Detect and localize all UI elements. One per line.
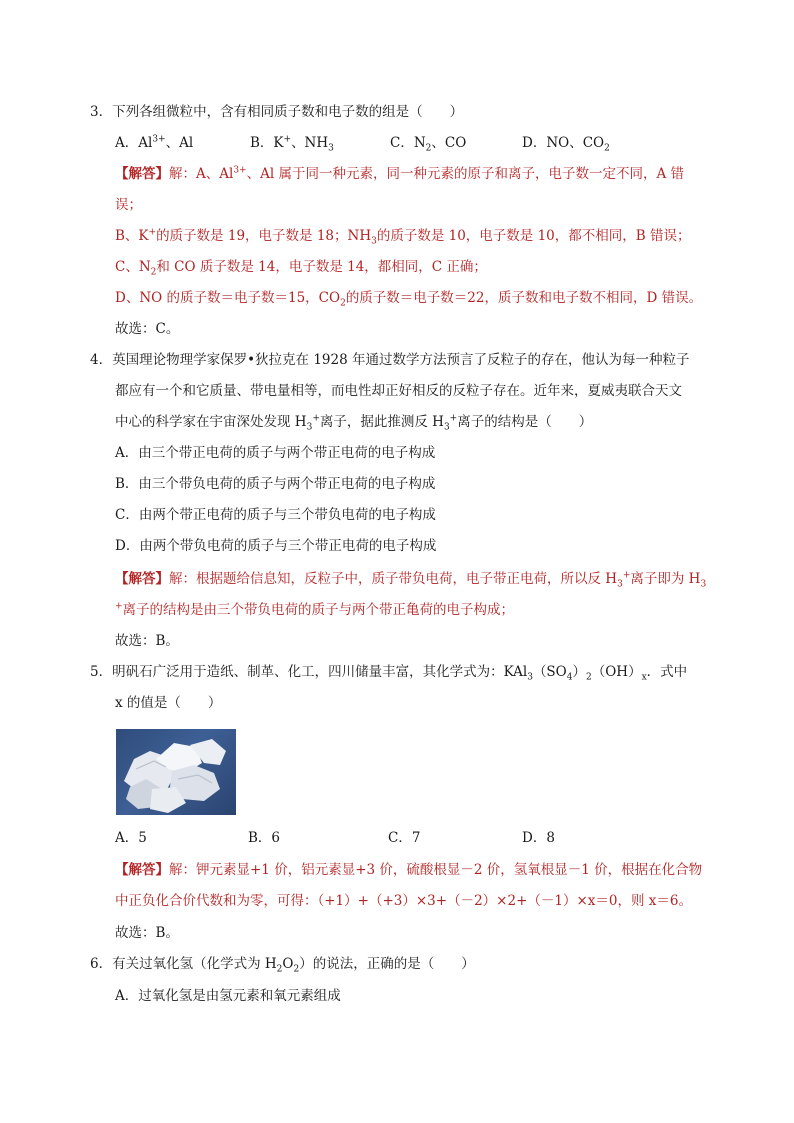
q4-answer-line-2: +离子的结构是由三个带负电荷的质子与两个带正亀荷的电子构成； [115, 601, 515, 618]
q5-choice: 故选：B。 [115, 925, 179, 941]
q3-options [115, 133, 610, 153]
q3-option-c: C．$N_2$、CO [390, 135, 467, 154]
q4-option-c: C．由两个带正电荷的质子与三个带负电荷的电子构成 [115, 507, 436, 523]
q4-stem-line-1: 4．英国理论物理学家保罗•狄拉克在 1928 年通过数学方法预言了反粒子的存在，他认为每一种粒子 [90, 352, 690, 368]
q4-stem-line-2: 都应有一个和它质量、带电量相等，而电性却正好相反的反粒子存在。近年来，夏威夷联合天文 [115, 383, 682, 399]
q3-answer-line-3: C、$N_2$和 CO 质子数是 14，电子数是 14，都相同，C 正确； [115, 259, 487, 278]
q3-option-d: D．NO、$CO_2$ [522, 135, 610, 154]
q5-options [115, 828, 555, 848]
q4-stem-line-3: 中心的科学家在宇宙深处发现 $H_3^+$离子，据此推测反 $H_3^+$离子的结构是（ ） [115, 413, 593, 433]
q6-stem: 6．有关过氧化氢（化学式为 $H_2O_2$）的说法，正确的是（ ） [90, 956, 475, 975]
q3-answer-line-1: 【解答】解：A、$Al^{3+}$、Al 属于同一种元素，同一种元素的原子和离子，电子数一定不同，A 错 [115, 165, 685, 182]
q3-option-a: A．$Al^{3+}$、Al [115, 134, 194, 151]
q4-option-a: A．由三个带正电荷的质子与两个带正电荷的电子构成 [115, 445, 436, 461]
q3-answer-line-4: D、NO 的质子数＝电子数＝15，$CO_2$的质子数＝电子数＝22，质子数和电子数不相同，D 错误。 [115, 290, 703, 309]
q5-option-a: A．5 [115, 830, 147, 846]
alunite-crystals-image [116, 729, 236, 815]
q5-option-d: D．8 [522, 830, 555, 846]
q3-option-b: B．K+、$NH_3$ [250, 134, 334, 154]
q3-answer-line-2: B、K+的质子数是 19，电子数是 18；$NH_3$的质子数是 10，电子数是 10，都不相同，B 错误； [115, 227, 691, 247]
q6-option-a: A．过氧化氢是由氢元素和氧元素组成 [115, 988, 341, 1004]
q5-option-c: C．7 [388, 830, 421, 846]
q4-answer-line-1: 【解答】解：根据题给信息知，反粒子中，质子带负电荷，电子带正电荷，所以反 $H_3^+$离子即为 $H_3$ [115, 570, 707, 590]
q5-stem-line-1: 5．明矾石广泛用于造纸、制革、化工，四川储量丰富，其化学式为：$KAl_3(SO_4)_2(OH)_x$．式中 [90, 664, 688, 683]
q3-answer-line-1-cont: 误； [115, 197, 142, 213]
q3-choice: 故选：C。 [115, 321, 180, 337]
q4-option-b: B．由三个带负电荷的质子与两个带正电荷的电子构成 [115, 476, 436, 492]
q4-option-d: D．由两个带负电荷的质子与三个带正电荷的电子构成 [115, 538, 437, 554]
q5-stem-line-2: x 的值是（ ） [115, 695, 222, 711]
q4-choice: 故选：B。 [115, 633, 179, 649]
q3-stem: 3．下列各组微粒中，含有相同质子数和电子数的组是（ ） [90, 104, 464, 120]
alunite-photo [116, 729, 236, 815]
q5-answer-line-2: 中正负化合价代数和为零，可得：（+1）+（+3）×3+（－2）×2+（－1）×x＝0，则 x＝6。 [115, 893, 692, 909]
q5-answer-line-1: 【解答】解：钾元素显+1 价，铝元素显+3 价，硫酸根显－2 价，氢氧根显－1 价，根据在化合物 [115, 862, 703, 878]
q5-option-b: B．6 [248, 830, 281, 846]
